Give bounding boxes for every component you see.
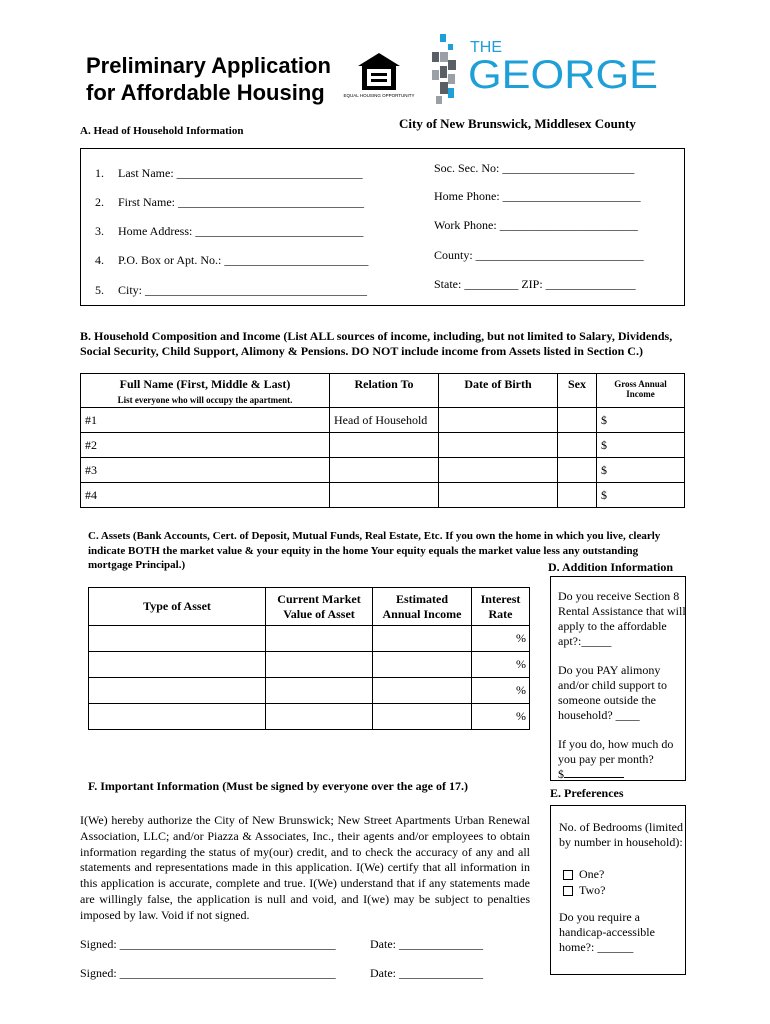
assets-table bbox=[88, 587, 530, 730]
ssn-field[interactable]: Soc. Sec. No: ______________________ bbox=[434, 161, 635, 175]
table-row[interactable]: % bbox=[89, 704, 530, 730]
city-county: City of New Brunswick, Middlesex County bbox=[399, 116, 636, 131]
household-table bbox=[80, 373, 685, 508]
col-type-of-asset: Type of Asset bbox=[89, 588, 266, 626]
state-zip-field[interactable]: State: _________ ZIP: _______________ bbox=[434, 277, 636, 291]
svg-text:THE: THE bbox=[470, 39, 502, 56]
table-row[interactable]: #4 $ bbox=[81, 483, 685, 508]
table-row[interactable]: % bbox=[89, 678, 530, 704]
table-row[interactable]: #3 $ bbox=[81, 458, 685, 483]
col-dob: Date of Birth bbox=[439, 374, 558, 408]
section-d-box bbox=[550, 576, 686, 781]
svg-text:GEORGE: GEORGE bbox=[468, 53, 658, 97]
col-relation: Relation To bbox=[330, 374, 439, 408]
table-row[interactable]: #2 $ bbox=[81, 433, 685, 458]
date-line-2[interactable]: Date: ______________ bbox=[370, 966, 483, 980]
equal-housing-logo bbox=[343, 50, 415, 104]
section8-question[interactable]: Do you receive Section 8 Rental Assistance that will apply to the affordable apt?:_____ bbox=[558, 589, 686, 648]
city-field[interactable]: 5. City: _____________________________________ bbox=[95, 283, 368, 297]
bedrooms-question: No. of Bedrooms (limited by number in household): bbox=[559, 820, 683, 849]
col-full-name: Full Name (First, Middle & Last) List everyone who will occupy the apartment. bbox=[81, 374, 330, 408]
svg-text:EQUAL HOUSING OPPORTUNITY: EQUAL HOUSING OPPORTUNITY bbox=[343, 93, 415, 98]
alimony-question[interactable]: Do you PAY alimony and/or child support to someone outside the household? ____ bbox=[558, 663, 667, 722]
signature-line-1[interactable]: Signed: ____________________________________ bbox=[80, 937, 336, 951]
checkbox[interactable] bbox=[563, 886, 573, 896]
table-row[interactable]: #1 Head of Household $ bbox=[81, 408, 685, 433]
section-a-heading: A. Head of Household Information bbox=[80, 125, 244, 137]
col-interest-rate: Interest Rate bbox=[472, 588, 530, 626]
section-c-heading: C. Assets (Bank Accounts, Cert. of Deposit, Mutual Funds, Real Estate, Etc. If you own the home in which you live, clearly indicate BOTH the market value & your equity in the home Your equity equals the market value less any outstanding mortgage Principal.) bbox=[88, 530, 661, 571]
col-market-value: Current Market Value of Asset bbox=[266, 588, 373, 626]
section-b-heading: B. Household Composition and Income (List ALL sources of income, including, but not limited to Salary, Dividends, Social Security, Child Support, Alimony & Pensions. DO NOT include income from Assets listed in Section C.) bbox=[80, 329, 673, 358]
authorization-paragraph: I(We) hereby authorize the City of New Brunswick; New Street Apartments Urban Renewal Association, LLC; and/or Piazza & Associates, Inc., their agents and/or employees to obtain information regarding the status of my(our) credit, and to check the accuracy of any and all statements and representations made in this application. I(We) certify that all information in this application is accurate, complete and true. I(We) understand that if any statements made are willingly false, the application is null and void, and I(we) may be subject to penalties imposed by law. Void if not signed. bbox=[80, 813, 530, 922]
county-field[interactable]: County: ____________________________ bbox=[434, 248, 644, 262]
alimony-amount-question[interactable]: If you do, how much do you pay per month? $ bbox=[558, 737, 674, 781]
col-income: Gross Annual Income bbox=[597, 374, 685, 408]
checkbox[interactable] bbox=[563, 870, 573, 880]
handicap-question[interactable]: Do you require a handicap-accessible home?: ______ bbox=[559, 910, 655, 954]
section-e-box bbox=[550, 805, 686, 975]
last-name-field[interactable]: 1. Last Name: _______________________________ bbox=[95, 166, 363, 180]
home-address-field[interactable]: 3. Home Address: ____________________________ bbox=[95, 224, 364, 238]
section-e-heading: E. Preferences bbox=[550, 786, 624, 800]
table-row[interactable]: % bbox=[89, 652, 530, 678]
section-f-heading: F. Important Information (Must be signed by everyone over the age of 17.) bbox=[88, 779, 468, 793]
bedroom-option-two[interactable]: Two? bbox=[563, 883, 605, 898]
col-annual-income: Estimated Annual Income bbox=[373, 588, 472, 626]
the-george-logo bbox=[430, 30, 670, 108]
first-name-field[interactable]: 2. First Name: _______________________________ bbox=[95, 195, 364, 209]
bedroom-option-one[interactable]: One? bbox=[563, 867, 604, 882]
signature-line-2[interactable]: Signed: ____________________________________ bbox=[80, 966, 336, 980]
work-phone-field[interactable]: Work Phone: _______________________ bbox=[434, 218, 638, 232]
section-a-box bbox=[80, 148, 685, 306]
po-box-field[interactable]: 4. P.O. Box or Apt. No.: ________________________ bbox=[95, 253, 369, 267]
home-phone-field[interactable]: Home Phone: _______________________ bbox=[434, 189, 641, 203]
col-sex: Sex bbox=[558, 374, 597, 408]
page-title: Preliminary Application for Affordable Housing bbox=[86, 53, 331, 105]
table-row[interactable]: % bbox=[89, 626, 530, 652]
date-line-1[interactable]: Date: ______________ bbox=[370, 937, 483, 951]
section-d-heading: D. Addition Information bbox=[548, 560, 674, 574]
